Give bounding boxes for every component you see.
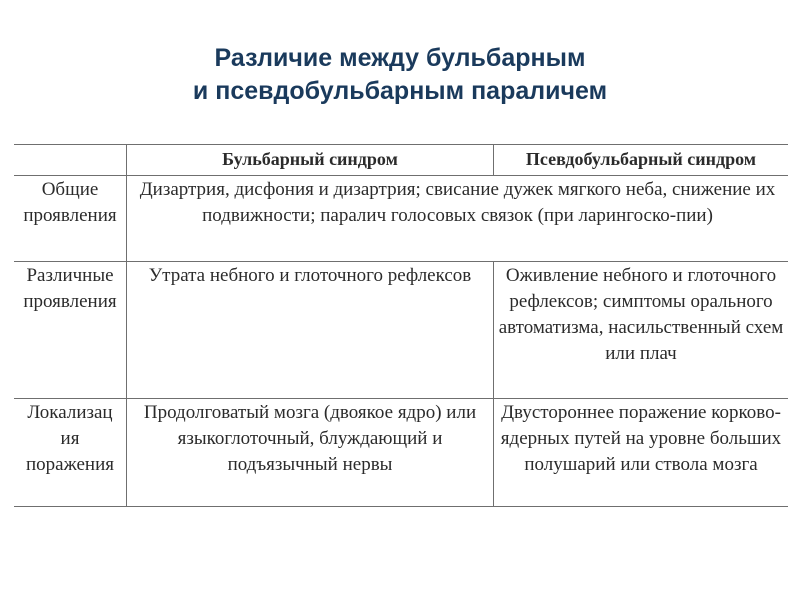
row-label-different: Различные проявления bbox=[14, 262, 127, 399]
common-manifestations-cell: Дизартрия, дисфония и дизартрия; свисание дужек мягкого неба, снижение их подвижности; паралич голосовых связок (при ларингоско-пии) bbox=[127, 176, 789, 262]
pseudobulbar-different-cell: Оживление небного и глоточного рефлексов; симптомы орального автоматизма, насильственный схем или плач bbox=[494, 262, 789, 399]
pseudobulbar-localization-cell: Двустороннее поражение корково-ядерных путей на уровне больших полушарий или ствола мозга bbox=[494, 399, 789, 507]
header-bulbar: Бульбарный синдром bbox=[127, 145, 494, 176]
bulbar-localization-cell: Продолговатый мозга (двоякое ядро) или языкоглоточный, блуждающий и подъязычный нервы bbox=[127, 399, 494, 507]
title-line-1: Различие между бульбарным bbox=[214, 44, 586, 72]
comparison-table bbox=[14, 144, 788, 507]
title-line-2: и псевдобульбарным параличем bbox=[192, 77, 608, 105]
table-row-localization bbox=[14, 399, 788, 507]
row-label-localization: Локализац ия поражения bbox=[14, 399, 127, 507]
header-empty-cell bbox=[14, 145, 127, 176]
table-row-different bbox=[14, 262, 788, 399]
slide-title bbox=[0, 42, 800, 108]
header-pseudobulbar: Псевдобульбарный синдром bbox=[494, 145, 789, 176]
row-label-common: Общие проявления bbox=[14, 176, 127, 262]
table-row-common bbox=[14, 176, 788, 262]
table-header-row bbox=[14, 145, 788, 176]
bulbar-different-cell: Утрата небного и глоточного рефлексов bbox=[127, 262, 494, 399]
